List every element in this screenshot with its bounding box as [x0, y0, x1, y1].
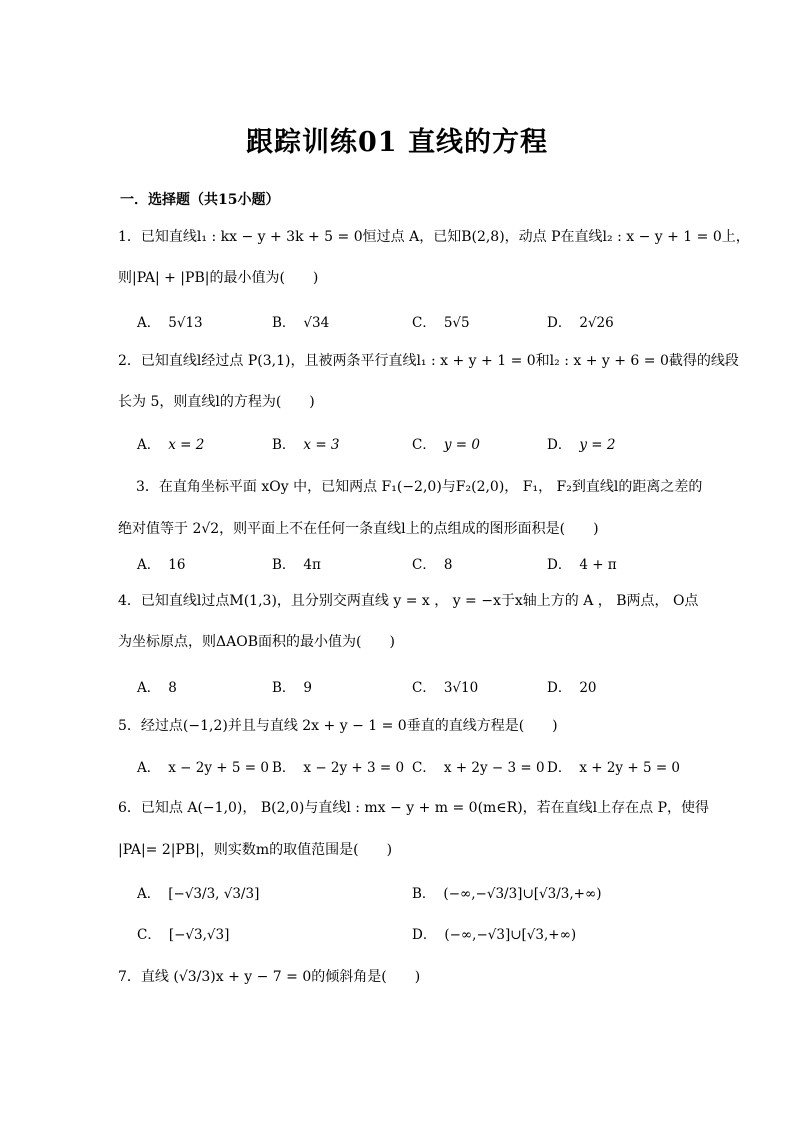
question-1-line-2: 则|PA| + |PB|的最小值为( ) — [118, 270, 319, 286]
question-4-option-b: B． 9 — [272, 680, 313, 696]
question-5-option-c: C． x + 2y − 3 = 0 — [412, 760, 545, 776]
question-2-option-d: D． y = 2 — [547, 437, 616, 453]
question-4-option-d: D． 20 — [547, 680, 597, 696]
question-6-option-d: D． (−∞,−√3]∪[√3,+∞) — [412, 927, 577, 943]
question-4-option-c: C． 3√10 — [412, 680, 479, 696]
question-3-line-1: 3．在直角坐标平面 xOy 中，已知两点 F₁(−2,0)与F₂(2,0)， F₁， F₂到直线l的距离之差的 — [136, 479, 703, 495]
question-2-line-1: 2．已知直线l经过点 P(3,1)，且被两条平行直线l₁ : x + y + 1 = 0和l₂ : x + y + 6 = 0截得的线段 — [118, 353, 739, 369]
question-3-option-d: D． 4 + π — [547, 557, 617, 573]
question-6-option-a: A． [−√3/3, √3/3] — [137, 886, 260, 902]
question-1-option-c: C． 5√5 — [412, 315, 470, 331]
question-3-option-c: C． 8 — [412, 557, 453, 573]
question-3-option-a: A． 16 — [137, 557, 186, 573]
question-6-line-2: |PA|= 2|PB|，则实数m的取值范围是( ) — [118, 842, 393, 858]
question-1-option-d: D． 2√26 — [547, 315, 614, 331]
question-2-option-a: A． x = 2 — [137, 437, 205, 453]
question-2-option-c: C． y = 0 — [412, 437, 480, 453]
question-5-option-b: B． x − 2y + 3 = 0 — [272, 760, 405, 776]
question-6-option-b: B． (−∞,−√3/3]∪[√3/3,+∞) — [412, 886, 602, 902]
question-1-option-a: A． 5√13 — [137, 315, 203, 331]
question-5-line-1: 5．经过点(−1,2)并且与直线 2x + y − 1 = 0垂直的直线方程是( ) — [118, 718, 558, 734]
question-1-option-b: B． √34 — [272, 315, 330, 331]
question-7-line-1: 7．直线 (√3/3)x + y − 7 = 0的倾斜角是( ) — [118, 969, 421, 985]
question-5-option-d: D． x + 2y + 5 = 0 — [547, 760, 681, 776]
question-1-line-1: 1．已知直线l₁ : kx − y + 3k + 5 = 0恒过点 A，已知B(2,8)，动点 P在直线l₂ : x − y + 1 = 0上， — [118, 229, 750, 245]
question-5-option-a: A． x − 2y + 5 = 0 — [137, 760, 269, 776]
question-6-option-c: C． [−√3,√3] — [137, 927, 230, 943]
question-4-option-a: A． 8 — [137, 680, 177, 696]
question-2-option-b: B． x = 3 — [272, 437, 340, 453]
question-2-line-2: 长为 5，则直线l的方程为( ) — [118, 394, 315, 410]
question-3-line-2: 绝对值等于 2√2，则平面上不在任何一条直线l上的点组成的图形面积是( ) — [118, 521, 599, 537]
page-title: 跟踪训练01 直线的方程 — [246, 127, 548, 158]
question-4-line-1: 4．已知直线l过点M(1,3)，且分别交两直线 y = x ， y = −x于x轴上方的 A ， B两点， O点 — [118, 593, 699, 609]
question-6-line-1: 6．已知点 A(−1,0)， B(2,0)与直线l : mx − y + m = 0(m∈R)，若在直线l上存在点 P，使得 — [118, 800, 710, 816]
section-heading: 一．选择题（共15小题） — [120, 192, 280, 208]
question-3-option-b: B． 4π — [272, 557, 321, 573]
question-4-line-2: 为坐标原点，则ΔAOB面积的最小值为( ) — [118, 634, 395, 650]
